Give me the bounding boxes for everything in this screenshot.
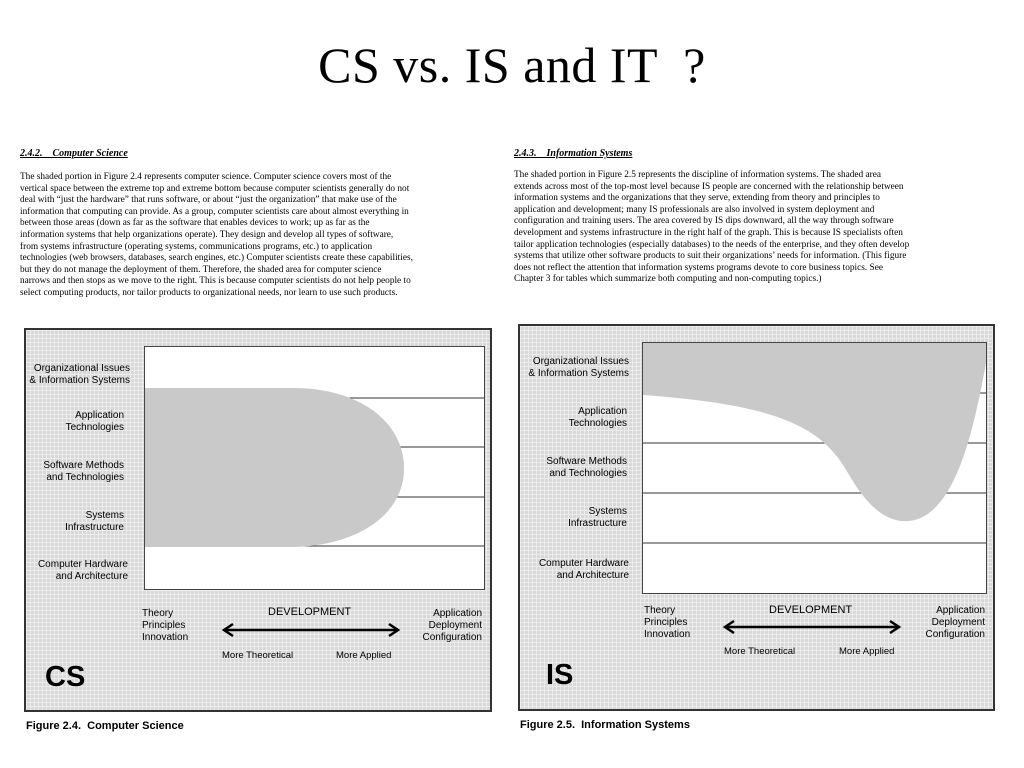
cs-paragraph-line: vertical space between the extreme top and extreme bottom because computer scientists generally do not xyxy=(20,183,410,194)
is-paragraph-line: Chapter 3 for tables which summarize both computing and non-computing topics.) xyxy=(514,274,822,285)
cs-big-label: CS xyxy=(45,661,86,693)
cs-paragraph-line: The shaded portion in Figure 2.4 represents computer science. Computer science covers most of the xyxy=(20,172,392,182)
cs-figure-shape xyxy=(145,347,485,590)
cs-paragraph-line: narrows and then stops as we move to the right. This is because computer scientists do not help people to xyxy=(20,276,411,287)
cs-paragraph-line: technologies (web browsers, databases, search engines, etc.) Computer scientists create these capabilities, xyxy=(20,253,413,264)
cs-paragraph xyxy=(20,172,498,300)
is-figure-shape xyxy=(643,343,987,594)
is-section-heading: 2.4.3. Information Systems xyxy=(514,148,633,159)
is-more-applied-label: More Applied xyxy=(839,646,895,657)
is-paragraph-line: configuration and training users. The area covered by IS dips downward, all the way through software xyxy=(514,216,894,227)
is-figure-caption: Figure 2.5. Information Systems xyxy=(520,719,690,731)
cs-paragraph-line: but they do not manage the deployment of them. Therefore, the shaded area for computer science xyxy=(20,264,382,275)
is-paragraph-line: development and systems infrastructure in the right half of the graph. This is because IS specialists often xyxy=(514,227,903,238)
is-development-arrow xyxy=(721,619,903,635)
cs-row-label-computer-hardware: Computer Hardware and Architecture xyxy=(37,559,128,582)
is-paragraph-line: systems that utilize other software products to suit their organizations’ needs for information. (This figure xyxy=(514,251,907,262)
cs-more-applied-label: More Applied xyxy=(336,650,392,661)
is-row-label-organizational-issues: Organizational Issues & Information Systems xyxy=(528,356,629,379)
cs-paragraph-line: between those areas (down as far as the software that enables devices to work; up as far as the xyxy=(20,218,370,229)
cs-paragraph-line: select computing products, nor tailor products to organizational needs, nor learn to use such products. xyxy=(20,287,398,298)
is-figure-plot xyxy=(642,342,987,594)
cs-paragraph-line: from systems infrastructure (operating systems, communications programs, etc.) to application xyxy=(20,241,373,252)
is-row-label-systems-infrastructure: Systems Infrastructure xyxy=(568,506,627,529)
is-paragraph-line: information systems and the organizations that they serve, extending from theory and principles to xyxy=(514,193,880,204)
cs-row-label-systems-infrastructure: Systems Infrastructure xyxy=(65,510,124,533)
cs-development-arrow xyxy=(220,622,402,638)
is-paragraph-line: extends across most of the top-most level because IS people are concerned with the relationship between xyxy=(514,181,904,192)
cs-row-label-organizational-issues: Organizational Issues & Information Systems xyxy=(29,363,130,386)
is-paragraph-line: tailor application technologies (especially databases) to the needs of the enterprise, and they often develop xyxy=(514,239,910,250)
is-paragraph-line: application and development; many IS professionals are also involved in system deployment and xyxy=(514,204,875,215)
is-development-label: DEVELOPMENT xyxy=(769,604,853,616)
is-big-label: IS xyxy=(546,659,574,691)
cs-row-label-application-technologies: Application Technologies xyxy=(65,410,124,433)
cs-paragraph-line: information that computing can provide. As a group, computer scientists care about almost everything in xyxy=(20,206,409,217)
cs-row-label-software-methods: Software Methods and Technologies xyxy=(43,460,124,483)
is-paragraph-line: The shaded portion in Figure 2.5 represents the discipline of information systems. The shaded area xyxy=(514,170,881,180)
is-paragraph xyxy=(514,170,996,286)
is-row-label-application-technologies: Application Technologies xyxy=(568,406,627,429)
cs-paragraph-line: deal with “just the hardware” that runs software, or about “just the organization” that make use of the xyxy=(20,195,397,206)
cs-axis-left-label: Theory Principles Innovation xyxy=(142,608,189,643)
is-axis-right-label: Application Deployment Configuration xyxy=(925,605,985,640)
cs-figure-plot xyxy=(144,346,485,590)
cs-section-heading: 2.4.2. Computer Science xyxy=(20,148,128,159)
cs-axis-right-label: Application Deployment Configuration xyxy=(422,608,482,643)
cs-development-label: DEVELOPMENT xyxy=(268,606,352,618)
is-figure-panel xyxy=(518,324,995,711)
is-more-theoretical-label: More Theoretical xyxy=(724,646,796,657)
is-paragraph-line: does not reflect the attention that information systems programs devote to core business topics. See xyxy=(514,262,883,273)
is-axis-left-label: Theory Principles Innovation xyxy=(644,605,691,640)
cs-figure-panel xyxy=(24,328,492,712)
is-row-label-software-methods: Software Methods and Technologies xyxy=(546,456,627,479)
cs-more-theoretical-label: More Theoretical xyxy=(222,650,294,661)
cs-figure-caption: Figure 2.4. Computer Science xyxy=(26,720,184,732)
slide-title: CS vs. IS and IT ? xyxy=(318,37,706,93)
is-row-label-computer-hardware: Computer Hardware and Architecture xyxy=(538,558,629,581)
cs-paragraph-line: information systems that help organizations operate). They design and develop all types of software, xyxy=(20,229,394,240)
